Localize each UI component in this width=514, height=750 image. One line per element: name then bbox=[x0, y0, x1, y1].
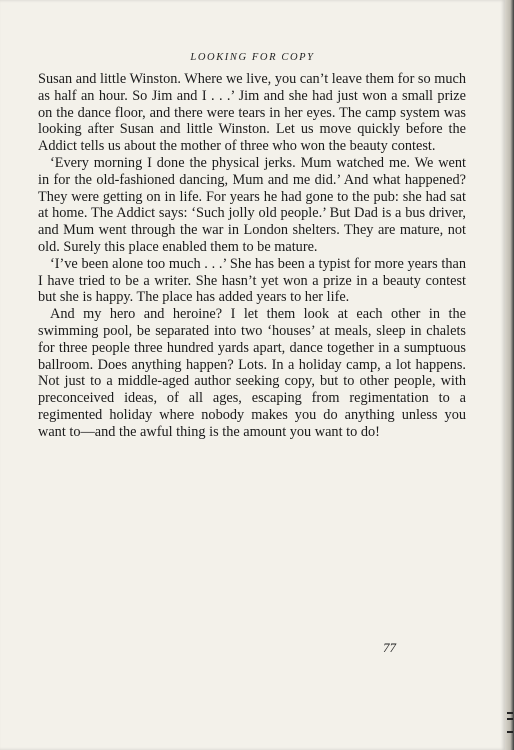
edge-mark bbox=[507, 718, 513, 720]
edge-mark bbox=[507, 731, 513, 733]
edge-mark bbox=[507, 712, 513, 714]
page-number: 77 bbox=[383, 640, 396, 655]
paragraph: Susan and little Winston. Where we live, you can’t leave them for so much as half an hour. So Jim and I . . .’ Jim and she had just won a small prize on the dance floor, and there were tears in her eyes. The camp system was looking after Susan and little Winston. Let us move quickly before the Addict tells us about the mother of three who won the beauty contest. bbox=[38, 71, 466, 155]
paragraph: ‘Every morning I done the physical jerks. Mum watched me. We went in for the old-fashioned dancing, Mum and me did.’ And what happened? They were getting on in life. For years he had gone to the pub: she had sat at home. The Addict says: ‘Such jolly old people.’ But Dad is a bus driver, and Mum went through the war in London shelters. They are mature, not old. Surely this place enabled them to be mature. bbox=[38, 154, 466, 255]
running-head: LOOKING FOR COPY bbox=[190, 52, 315, 63]
page-edge bbox=[505, 0, 514, 750]
paragraph: ‘I’ve been alone too much . . .’ She has been a typist for more years than I have tried to be a writer. She hasn’t yet won a prize in a beauty contest but she is happy. The place has added years to her life. bbox=[38, 255, 466, 306]
body-text bbox=[38, 71, 466, 441]
paragraph: And my hero and heroine? I let them look at each other in the swimming pool, be separated into two ‘houses’ at meals, sleep in chalets for three people three hundred yards apart, dance together in a sumptuous ballroom. Does anything happen? Lots. In a holiday camp, a lot happens. Not just to a middle-aged author seeking copy, but to other people, with preconceived ideas, of all ages, escaping from regimentation to a regimented holiday where nobody makes you do anything unless you want to—and the awful thing is the amount you want to do! bbox=[38, 306, 466, 440]
